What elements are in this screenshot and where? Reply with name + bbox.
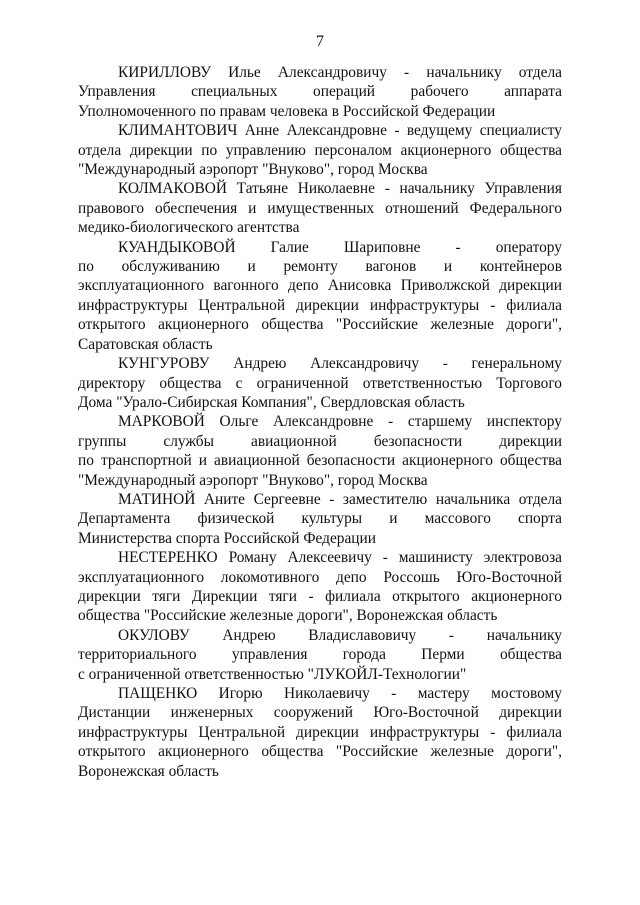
award-entry [78, 179, 562, 237]
award-entry [78, 490, 562, 548]
entry-text-line: "Международный аэропорт "Внуково", город Москва [78, 161, 428, 179]
page-number: 7 [316, 33, 324, 50]
entry-text-line: директору общества с ограниченной ответственностью Торгового [78, 374, 562, 392]
entry-text-line: Управления специальных операций рабочего аппарата [78, 83, 562, 101]
award-entry [78, 626, 562, 684]
entry-text-line: дирекции тяги Дирекции тяги - филиала открытого акционерного [78, 587, 562, 605]
entry-name-line: ОКУЛОВУ Андрею Владиславовичу - начальнику [118, 626, 562, 644]
award-entry [78, 354, 562, 412]
entry-text-line: с ограниченной ответственностью "ЛУКОЙЛ-Технологии" [78, 665, 467, 683]
entry-text-line: по транспортной и авиационной безопасности акционерного общества [78, 452, 562, 470]
entry-text-line: медико-биологического агентства [78, 219, 300, 237]
entry-text-line: группы службы авиационной безопасности дирекции [78, 432, 562, 450]
entry-name-line: КУАНДЫКОВОЙ Галие Шариповне - оператору [118, 238, 562, 256]
entry-text-line: эксплуатационного локомотивного депо Россошь Юго-Восточной [78, 568, 562, 586]
entry-name-line: КЛИМАНТОВИЧ Анне Александровне - ведущему специалисту [118, 122, 562, 140]
entry-text-line: эксплуатационного вагонного депо Анисовка Приволжской дирекции [78, 277, 562, 295]
entry-text-line: инфраструктуры Центральной дирекции инфраструктуры - филиала [78, 723, 562, 741]
entry-text-line: общества "Российские железные дороги", Воронежская область [78, 607, 498, 625]
entry-text-line: инфраструктуры Центральной дирекции инфраструктуры - филиала [78, 296, 562, 314]
entry-name-line: НЕСТЕРЕНКО Роману Алексеевичу - машинисту электровоза [118, 549, 562, 567]
entry-text-line: Министерства спорта Российской Федерации [78, 529, 377, 547]
entry-text-line: открытого акционерного общества "Российские железные дороги", [78, 316, 562, 334]
entry-text-line: Воронежская область [78, 762, 219, 780]
entry-name-line: МАТИНОЙ Аните Сергеевне - заместителю начальника отдела [118, 490, 562, 508]
entry-text-line: отдела дирекции по управлению персоналом акционерного общества [78, 141, 562, 159]
entry-text-line: Департамента физической культуры и массового спорта [78, 510, 562, 528]
entry-name-line: ПАЩЕНКО Игорю Николаевичу - мастеру мостовому [118, 685, 562, 702]
award-entry [78, 548, 562, 626]
entry-name-line: МАРКОВОЙ Ольге Александровне - старшему инспектору [118, 413, 562, 431]
entry-text-line: "Международный аэропорт "Внуково", город Москва [78, 471, 428, 489]
award-entry [78, 63, 562, 121]
award-entry [78, 412, 562, 490]
entry-text-line: правового обеспечения и имущественных отношений Федерального [78, 199, 562, 217]
award-entry [78, 121, 562, 179]
entry-text-line: Дома "Урало-Сибирская Компания", Свердловская область [78, 393, 465, 411]
entry-name-line: КОЛМАКОВОЙ Татьяне Николаевне - начальнику Управления [118, 180, 562, 198]
entry-text-line: Саратовская область [78, 335, 213, 353]
award-entry [78, 238, 562, 354]
entry-text-line: Дистанции инженерных сооружений Юго-Восточной дирекции [78, 704, 562, 722]
entry-text-line: территориального управления города Перми общества [78, 646, 562, 664]
entry-name-line: КИРИЛЛОВУ Илье Александровичу - начальнику отдела [118, 64, 562, 81]
entry-text-line: открытого акционерного общества "Российские железные дороги", [78, 743, 562, 761]
entry-name-line: КУНГУРОВУ Андрею Александровичу - генеральному [118, 355, 562, 373]
entry-text-line: Уполномоченного по правам человека в Российской Федерации [78, 102, 496, 120]
document-body [78, 63, 562, 781]
award-entry [78, 684, 562, 781]
entry-text-line: по обслуживанию и ремонту вагонов и контейнеров [78, 258, 562, 276]
